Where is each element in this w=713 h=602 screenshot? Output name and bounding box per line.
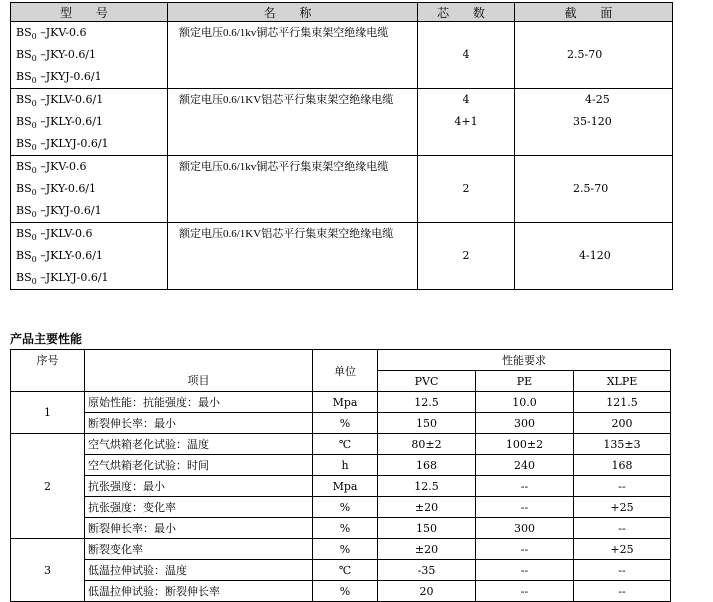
header-unit: 单位	[313, 350, 378, 392]
section-cell	[515, 89, 673, 156]
model-code: $BS_0$ –JKLY-0.6/1	[16, 115, 103, 131]
xlpe-value: --	[574, 581, 671, 602]
unit-cell: %	[313, 497, 378, 518]
pvc-value: -35	[378, 560, 476, 581]
performance-row	[11, 581, 671, 602]
pvc-value: 12.5	[378, 476, 476, 497]
header-name: 名 称	[168, 3, 418, 22]
item-cell: 低温拉伸试验：断裂伸长率	[85, 581, 313, 602]
performance-row	[11, 497, 671, 518]
item-cell: 抗张强度：变化率	[85, 497, 313, 518]
xlpe-value: --	[574, 518, 671, 539]
cores-value: 4+1	[454, 115, 478, 128]
header-section: 截 面	[515, 3, 673, 22]
table1-row	[11, 22, 673, 89]
model-cell	[11, 22, 168, 89]
pe-value: --	[476, 560, 574, 581]
model-code: $BS_0$ –JKY-0.6/1	[16, 48, 97, 64]
cable-name: 额定电压0.6/1KV铝芯平行集束架空绝缘电缆	[168, 89, 418, 156]
cores-value: 4	[462, 93, 470, 106]
section-value	[515, 156, 672, 178]
model-code: $BS_0$ –JKLV-0.6	[16, 227, 93, 243]
unit-cell: %	[313, 518, 378, 539]
unit-cell: h	[313, 455, 378, 476]
unit-cell: %	[313, 413, 378, 434]
seq-cell: 1	[11, 392, 85, 434]
header-seq: 序号	[11, 350, 85, 392]
pe-value: 300	[476, 413, 574, 434]
header-cores: 芯 数	[418, 3, 515, 22]
pe-value: 240	[476, 455, 574, 476]
section-value: 2.5-70	[573, 182, 609, 195]
table1-row	[11, 156, 673, 223]
pvc-value: 12.5	[378, 392, 476, 413]
header-item: 项目	[85, 350, 313, 392]
item-cell: 断裂伸长率：最小	[85, 413, 313, 434]
item-cell: 空气烘箱老化试验：时间	[85, 455, 313, 476]
model-code: $BS_0$ –JKV-0.6	[16, 26, 87, 42]
item-cell: 原始性能：抗能强度：最小	[85, 392, 313, 413]
unit-cell: ℃	[313, 560, 378, 581]
model-cell	[11, 156, 168, 223]
performance-row	[11, 434, 671, 455]
pvc-value: 150	[378, 413, 476, 434]
performance-row	[11, 560, 671, 581]
xlpe-value: +25	[574, 497, 671, 518]
cable-name: 额定电压0.6/1kv铜芯平行集束架空绝缘电缆	[168, 22, 418, 89]
performance-row	[11, 539, 671, 560]
section-value: 4-120	[579, 249, 611, 262]
xlpe-value: 135±3	[574, 434, 671, 455]
seq-cell: 2	[11, 434, 85, 539]
table1-row	[11, 223, 673, 290]
cores-cell	[418, 22, 515, 89]
header-pvc: PVC	[378, 371, 476, 392]
header-requirements: 性能要求	[378, 350, 671, 371]
cores-cell	[418, 89, 515, 156]
performance-row	[11, 455, 671, 476]
section-cell	[515, 156, 673, 223]
model-code: $BS_0$ –JKYJ-0.6/1	[16, 204, 102, 220]
pe-value: 100±2	[476, 434, 574, 455]
cores-cell	[418, 223, 515, 290]
cores-value: 4	[462, 48, 470, 61]
cores-value: 2	[462, 249, 470, 262]
header-xlpe: XLPE	[574, 371, 671, 392]
xlpe-value: 200	[574, 413, 671, 434]
section-cell	[515, 22, 673, 89]
pe-value: 300	[476, 518, 574, 539]
xlpe-value: --	[574, 560, 671, 581]
unit-cell: Mpa	[313, 392, 378, 413]
pe-value: --	[476, 581, 574, 602]
seq-cell: 3	[11, 539, 85, 602]
header-model: 型 号	[11, 3, 168, 22]
pvc-value: 168	[378, 455, 476, 476]
cores-value	[418, 156, 514, 178]
model-code: $BS_0$ –JKV-0.6	[16, 160, 87, 176]
section-value	[515, 22, 672, 44]
performance-row	[11, 476, 671, 497]
cores-cell	[418, 156, 515, 223]
model-cell	[11, 223, 168, 290]
model-code: $BS_0$ –JKLY-0.6/1	[16, 249, 103, 265]
model-cell	[11, 89, 168, 156]
pvc-value: 150	[378, 518, 476, 539]
section-value	[515, 223, 672, 245]
performance-table	[10, 349, 671, 602]
cable-model-table	[10, 2, 673, 290]
model-code: $BS_0$ –JKY-0.6/1	[16, 182, 97, 198]
unit-cell: %	[313, 539, 378, 560]
model-code: $BS_0$ –JKLV-0.6/1	[16, 93, 104, 109]
table1-row	[11, 89, 673, 156]
item-cell: 断裂伸长率：最小	[85, 518, 313, 539]
unit-cell: %	[313, 581, 378, 602]
cores-value	[418, 22, 514, 44]
pe-value: 10.0	[476, 392, 574, 413]
section-value: 4-25	[585, 93, 610, 106]
cores-value	[418, 223, 514, 245]
item-cell: 低温拉伸试验：温度	[85, 560, 313, 581]
pvc-value: 20	[378, 581, 476, 602]
cable-name: 额定电压0.6/1kv铜芯平行集束架空绝缘电缆	[168, 156, 418, 223]
unit-cell: Mpa	[313, 476, 378, 497]
xlpe-value: 121.5	[574, 392, 671, 413]
performance-row	[11, 518, 671, 539]
performance-row	[11, 392, 671, 413]
item-cell: 抗张强度：最小	[85, 476, 313, 497]
item-cell: 空气烘箱老化试验：温度	[85, 434, 313, 455]
section-value: 2.5-70	[567, 48, 603, 61]
xlpe-value: +25	[574, 539, 671, 560]
xlpe-value: 168	[574, 455, 671, 476]
section-value: 35-120	[573, 115, 612, 128]
pvc-value: 80±2	[378, 434, 476, 455]
cores-value: 2	[462, 182, 470, 195]
unit-cell: ℃	[313, 434, 378, 455]
pvc-value: ±20	[378, 497, 476, 518]
table1-header-row	[11, 3, 673, 22]
pe-value: --	[476, 476, 574, 497]
pe-value: --	[476, 497, 574, 518]
header-pe: PE	[476, 371, 574, 392]
cable-name: 额定电压0.6/1KV铝芯平行集束架空绝缘电缆	[168, 223, 418, 290]
item-cell: 断裂变化率	[85, 539, 313, 560]
xlpe-value: --	[574, 476, 671, 497]
model-code: $BS_0$ –JKLYJ-0.6/1	[16, 271, 109, 287]
table2-header-row	[11, 350, 671, 371]
performance-row	[11, 413, 671, 434]
section-heading: 产品主要性能	[10, 332, 83, 346]
pvc-value: ±20	[378, 539, 476, 560]
model-code: $BS_0$ –JKLYJ-0.6/1	[16, 137, 109, 153]
pe-value: --	[476, 539, 574, 560]
section-cell	[515, 223, 673, 290]
model-code: $BS_0$ –JKYJ-0.6/1	[16, 70, 102, 86]
